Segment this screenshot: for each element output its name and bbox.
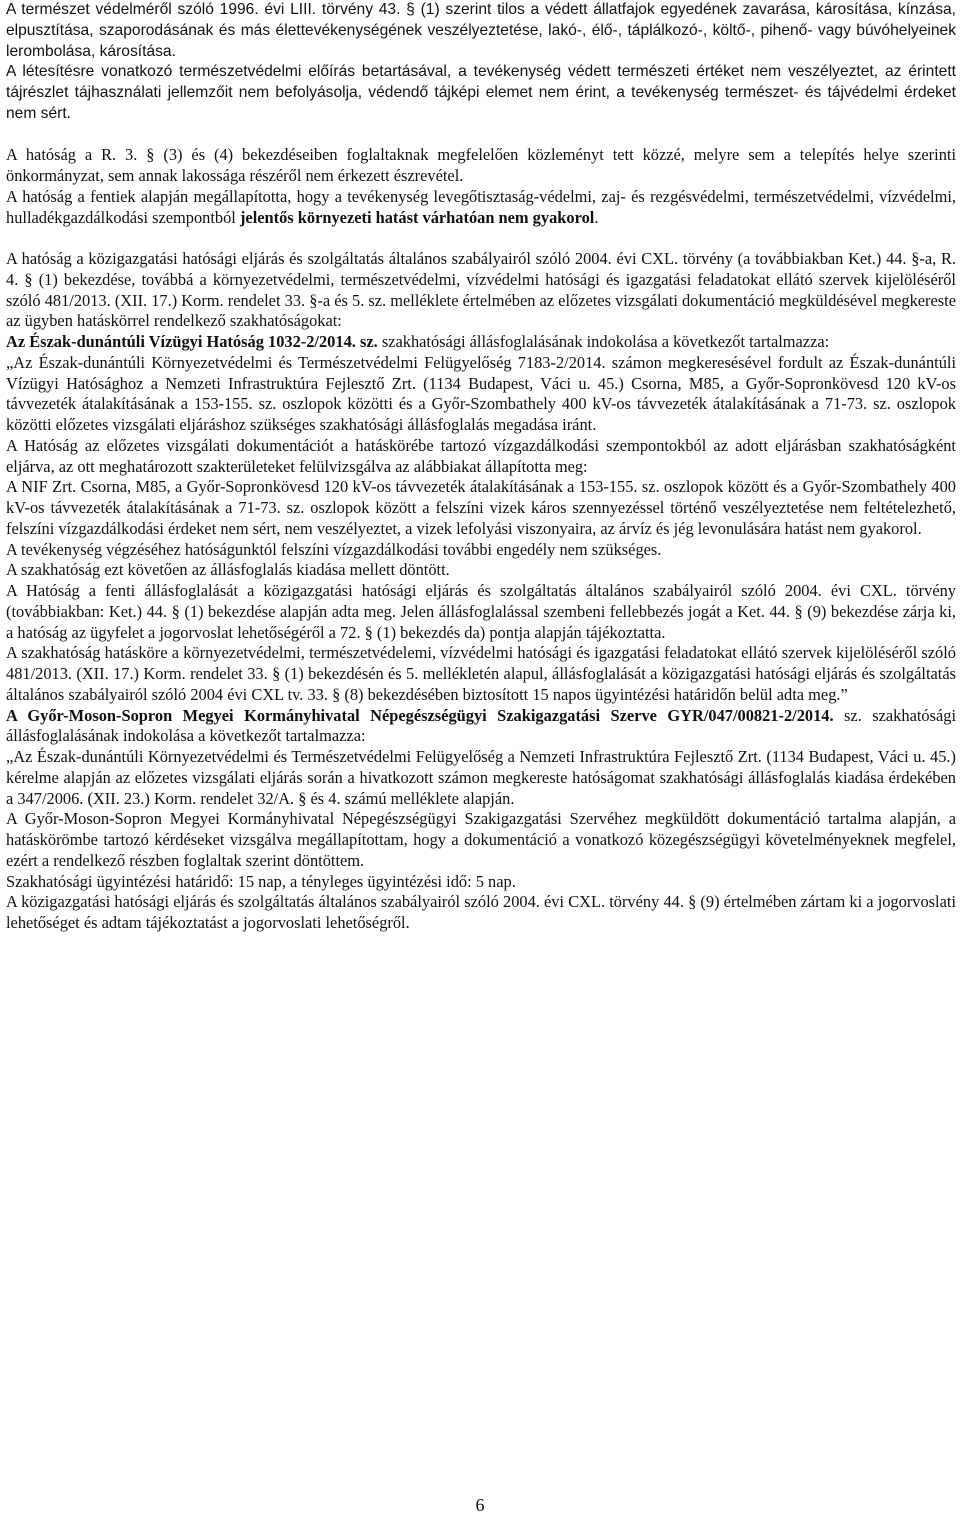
paragraph-6-bold: Az Észak-dunántúli Vízügyi Hatóság 1032-2/2014. sz. — [6, 332, 378, 351]
document-body — [6, 0, 956, 934]
paragraph-4-tail: . — [594, 207, 599, 227]
paragraph-12: A Hatóság a fenti állásfoglalását a közigazgatási hatósági eljárás és szolgáltatás általános szabályairól szóló 2004. évi CXL. törvény (továbbiakban: Ket.) 44. § (1) bekezdése alapján adta meg. Jelen állásfoglalással szembeni fellebbezés jogát a Ket. 44. § (9) bekezdése zárja ki, a hatóság az ügyfelet a jogorvoslat lehetőségéről a 72. § (1) bekezdés da) pontja alapján tájékoztatta. — [6, 581, 956, 642]
paragraph-7: „Az Észak-dunántúli Környezetvédelmi és Természetvédelmi Felügyelőség 7183-2/2014. számon megkeresésével fordult az Észak-dunántúli Vízügyi Hatósághoz a Nemzeti Infrastruktúra Fejlesztő Zrt. (1134 Budapest, Váci u. 45.) Csorna, M85, a Győr-Sopronkövesd 120 kV-os távvezeték átalakításának a 153-155. sz. oszlopok közötti és a Győr-Szombathely 400 kV-os távvezeték átalakításának a 71-73. sz. oszlopok közötti előzetes vizsgálati eljáráshoz szükséges szakhatósági állásfoglalás megadása iránt. — [6, 352, 956, 434]
paragraph-4-text: A hatóság a fentiek alapján megállapította, hogy a tevékenység levegőtisztaság-védelmi, zaj- és rezgésvédelmi, természetvédelmi, vízvédelmi, hulladékgazdálkodási szempontból — [6, 186, 956, 227]
paragraph-18: A közigazgatási hatósági eljárás és szolgáltatás általános szabályairól szóló 2004. évi CXL. törvény 44. § (9) értelmében zártam ki a jogorvoslati lehetőséget és adtam tájékoztatást a jogorvoslati lehetőségről. — [6, 892, 956, 932]
paragraph-14-bold: A Győr-Moson-Sopron Megyei Kormányhivatal Népegészségügyi Szakigazgatási Szerve GYR/047/00821-2/2014. — [6, 705, 834, 725]
paragraph-6 — [6, 332, 956, 353]
paragraph-11: A szakhatóság ezt követően az állásfoglalás kiadása mellett döntött. — [6, 560, 450, 580]
paragraph-15: „Az Észak-dunántúli Környezetvédelmi és Természetvédelmi Felügyelőség a Nemzeti Infrastruktúra Fejlesztő Zrt. (1134 Budapest, Váci u. 45.) kérelme alapján az előzetes vizsgálati eljárás során a hivatkozott számon megkereste hatóságomat szakhatósági állásfoglalás kiadása érdekében a 347/2006. (XII. 23.) Korm. rendelet 32/A. § és 4. számú melléklete alapján. — [6, 747, 956, 808]
paragraph-5: A hatóság a közigazgatási hatósági eljárás és szolgáltatás általános szabályairól szóló 2004. évi CXL. törvény (a továbbiakban Ket.) 44. §-a, R. 4. § (1) bekezdése, továbbá a környezetvédelmi, természetvédelmi, vízvédelmi hatósági és igazgatási feladatokat ellátó szervek kijelöléséről szóló 481/2013. (XII. 17.) Korm. rendelet 33. §-a és 5. sz. melléklete értelmében az előzetes vizsgálati dokumentáció megküldésével megkereste az ügyben hatáskörrel rendelkező szakhatóságokat: — [6, 249, 956, 331]
paragraph-1: A természet védelméről szóló 1996. évi LIII. törvény 43. § (1) szerint tilos a védett állatfajok egyedének zavarása, károsítása, kínzása, elpusztítása, szaporodásának és más élettevékenységének veszélyeztetése, lakó-, élő-, táplálkozó-, költő-, pihenő- vagy búvóhelyeinek lerombolása, károsítása. — [6, 1, 956, 60]
paragraph-3: A hatóság a R. 3. § (3) és (4) bekezdéseiben foglaltaknak megfelelően közleményt tett közzé, melyre sem a telepítés helye szerinti önkormányzat, sem annak lakossága részéről nem érkezett észrevétel. — [6, 145, 956, 185]
paragraph-6-text: szakhatósági állásfoglalásának indokolása a következőt tartalmazza: — [377, 332, 830, 351]
paragraph-4-bold: jelentős környezeti hatást várhatóan nem gyakorol — [239, 207, 595, 227]
paragraph-4 — [6, 187, 956, 229]
paragraph-14 — [6, 706, 956, 748]
paragraph-13: A szakhatóság hatásköre a környezetvédelmi, természetvédelemi, vízvédelmi hatósági és igazgatási feladatokat ellátó szervek kijelöléséről szóló 481/2013. (XII. 17.) Korm. rendelet 33. § (1) bekezdésén és 5. mellékletén alapul, állásfoglalását a közigazgatási hatósági eljárás és szolgáltatás általános szabályairól szóló 2004 évi CXL tv. 33. § (8) bekezdésében biztosított 15 napos ügyintézési határidőn belül adta meg.” — [6, 643, 956, 704]
paragraph-9: A NIF Zrt. Csorna, M85, a Győr-Sopronkövesd 120 kV-os távvezeték átalakításának a 153-155. sz. oszlopok között és a Győr-Szombathely 400 kV-os távvezeték átalakításának a 71-73. sz. oszlopok között a felszíni vizek káros szennyezéssel történő veszélyeztetése nem feltételezhető, felszíni vízgazdálkodási érdeket nem sért, nem veszélyeztet, a vizek lefolyási viszonyaira, az árvíz és jég levonulására hatást nem gyakorol. — [6, 477, 956, 538]
page-number: 6 — [475, 1495, 485, 1515]
paragraph-2: A létesítésre vonatkozó természetvédelmi előírás betartásával, a tevékenység védett természeti értéket nem veszélyeztet, az érintett tájrészlet tájhasználati jellemzőit nem befolyásolja, védendő tájképi elemet nem érint, a tevékenység természet- és tájvédelmi érdeket nem sért. — [6, 63, 956, 122]
paragraph-16: A Győr-Moson-Sopron Megyei Kormányhivatal Népegészségügyi Szakigazgatási Szervéhez megküldött dokumentáció tartalma alapján, a hatáskörömbe tartozó kérdéseket vizsgálva megállapítottam, hogy a dokumentáció a vonatkozó közegészségügyi követelményeknek megfelel, ezért a rendelkező részben foglaltak szerint döntöttem. — [6, 809, 956, 870]
paragraph-10: A tevékenység végzéséhez hatóságunktól felszíni vízgazdálkodási további engedély nem szükséges. — [6, 539, 662, 559]
paragraph-17: Szakhatósági ügyintézési határidő: 15 nap, a tényleges ügyintézési idő: 5 nap. — [6, 871, 516, 891]
paragraph-8: A Hatóság az előzetes vizsgálati dokumentációt a hatáskörébe tartozó vízgazdálkodási szempontokból az adott eljárásban szakhatóságként eljárva, az ott meghatározott szakterületeket felülvizsgálva az alábbiakat állapította meg: — [6, 435, 956, 476]
paragraph-14-text: sz. szakhatósági állásfoglalásának indokolása a következőt tartalmazza: — [6, 705, 956, 746]
